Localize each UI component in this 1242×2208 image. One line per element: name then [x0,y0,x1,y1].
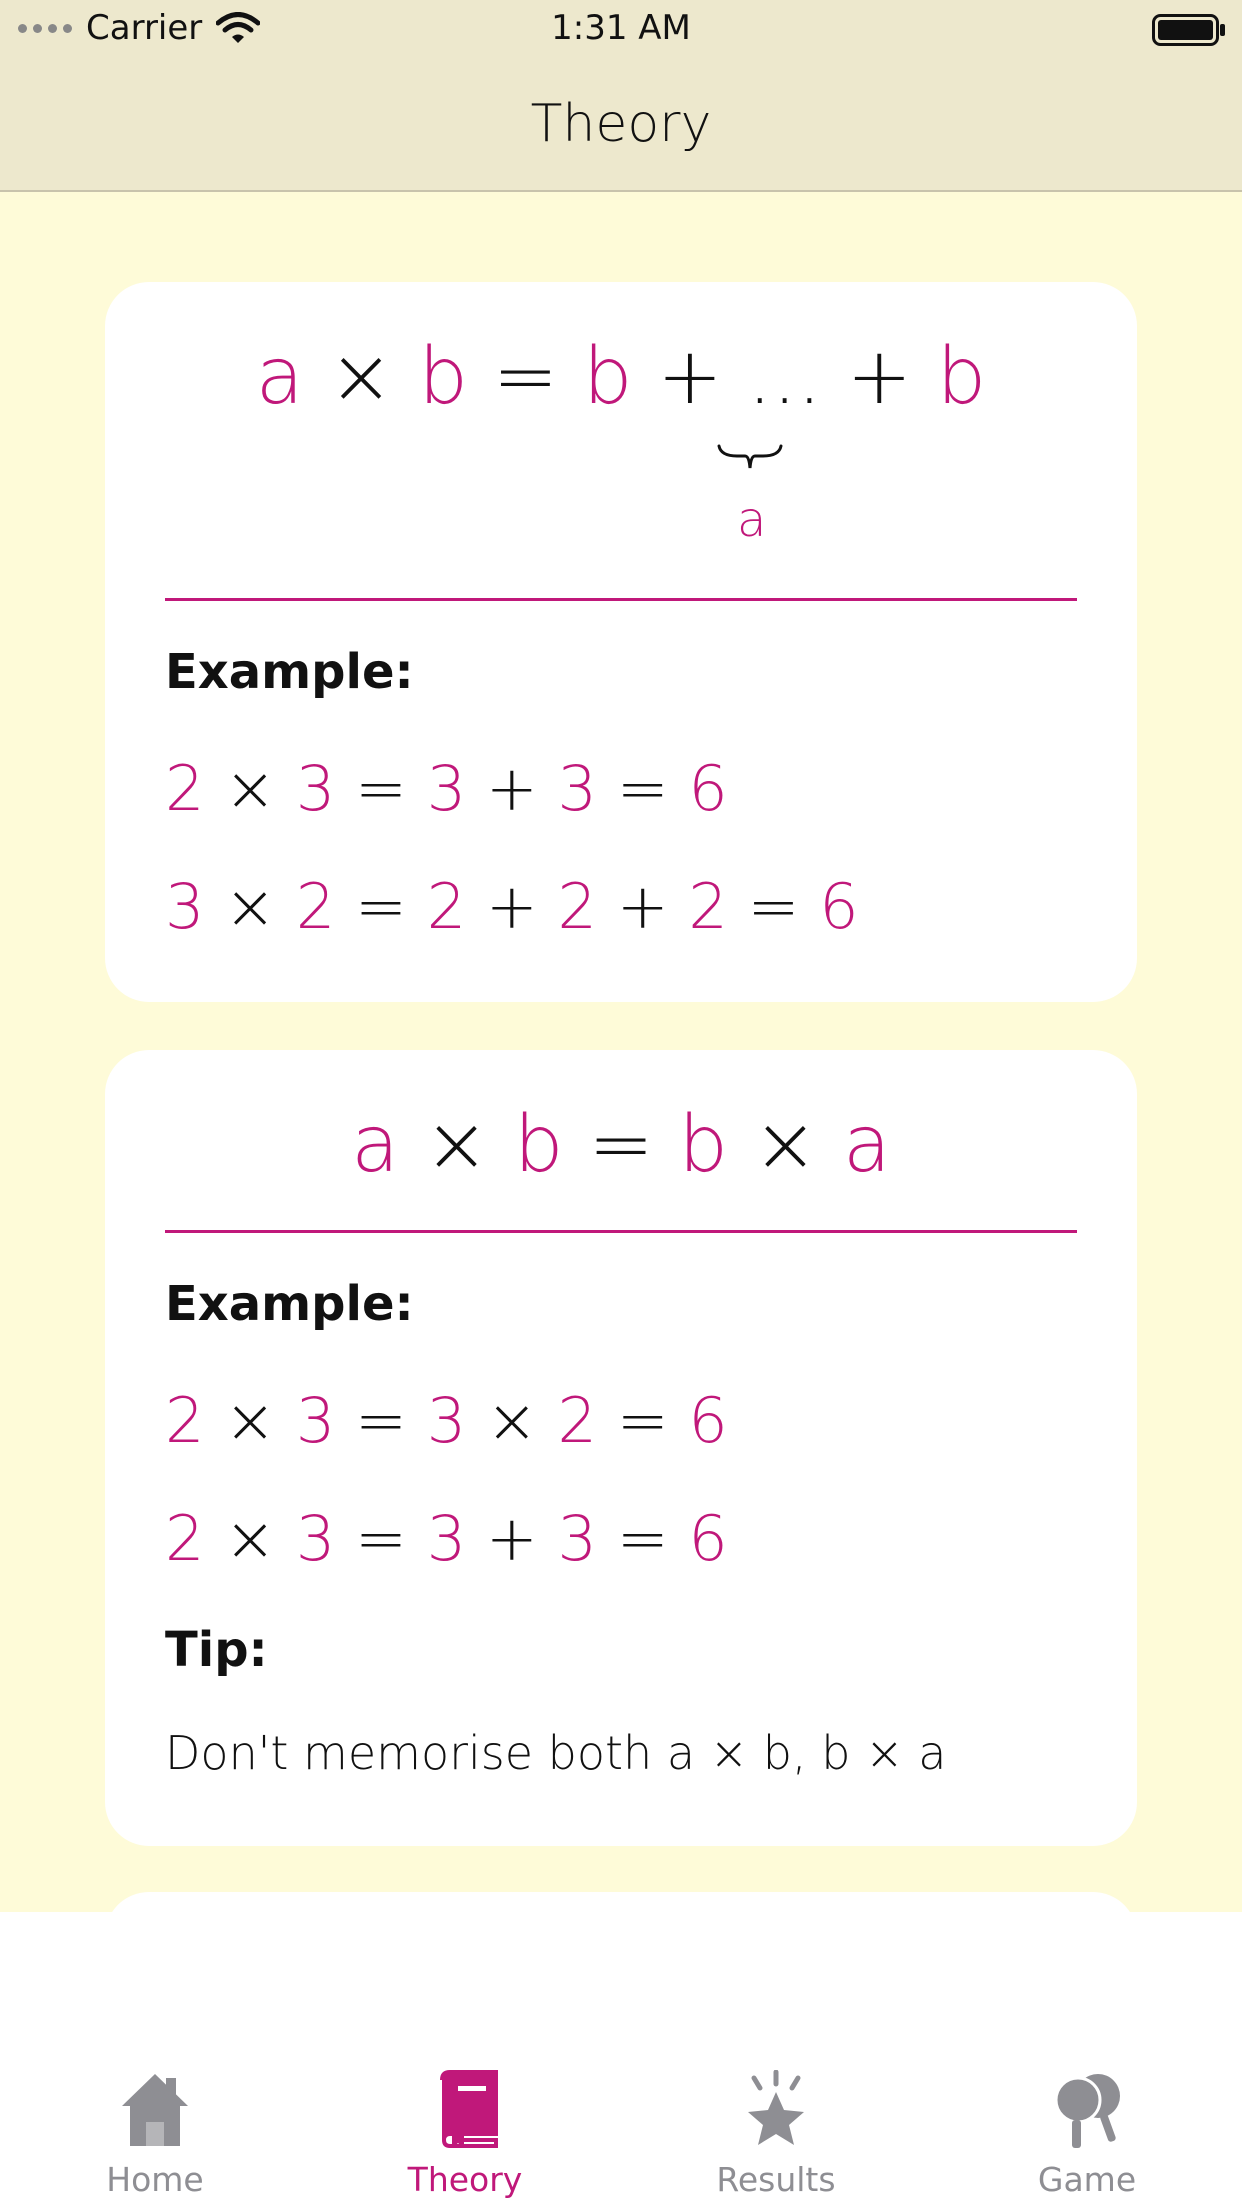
formula: a × b = b + ... + b [255,332,987,422]
example-equation: 2 × 3 = 3 × 2 = 6 [165,1384,728,1457]
divider [165,598,1077,601]
battery-icon [1152,14,1226,46]
example-label: Example: [165,1276,414,1332]
tab-label: Game [1037,2160,1137,2199]
navigation-bar [0,58,1242,192]
divider [165,1230,1077,1233]
home-icon [118,2070,192,2148]
status-bar [0,0,1242,58]
tip-text: Don't memorise both a × b, b × a [165,1726,947,1780]
carrier-name: Carrier [86,8,203,48]
tab-label: Theory [407,2160,523,2199]
theory-card-commutative [105,1050,1137,1846]
ping-pong-icon [1050,2070,1128,2150]
tab-label: Results [716,2160,836,2199]
clock: 1:31 AM [551,8,691,48]
example-equation: 3 × 2 = 2 + 2 + 2 = 6 [165,870,859,943]
formula: a × b = b × a [351,1100,891,1190]
star-icon [740,2070,812,2150]
example-equation: 2 × 3 = 3 + 3 = 6 [165,752,728,825]
theory-card-repeated-addition [105,282,1137,1002]
book-icon [430,2070,500,2150]
example-equation: 2 × 3 = 3 + 3 = 6 [165,1502,728,1575]
tip-label: Tip: [165,1622,268,1678]
underbrace-icon [717,442,783,472]
example-label: Example: [165,644,414,700]
brace-count-label: a [737,492,767,548]
page-title: Theory [530,94,712,154]
tab-label: Home [106,2160,204,2199]
